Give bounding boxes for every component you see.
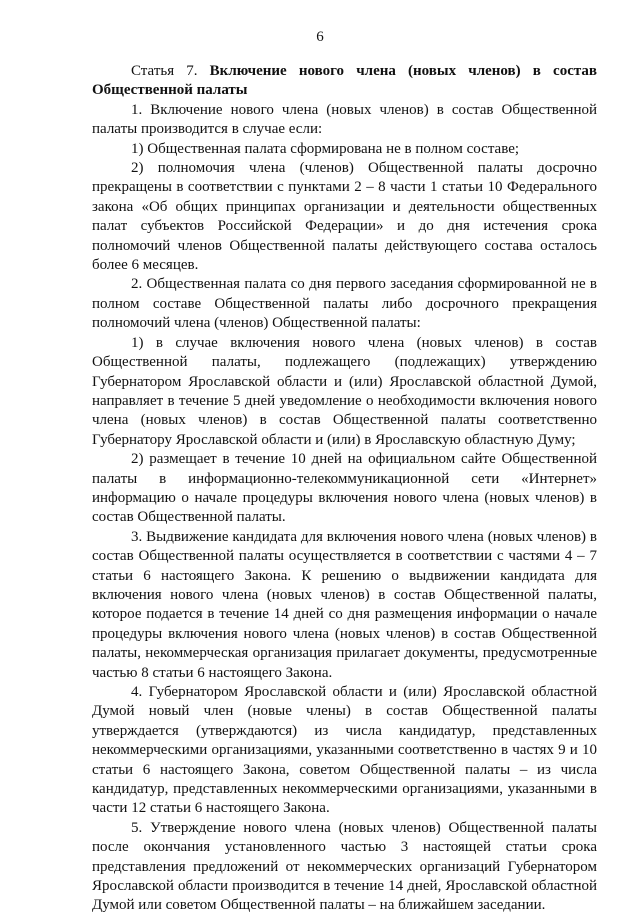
article-label: Статья 7.: [131, 63, 198, 79]
paragraph-part-3: 3. Выдвижение кандидата для включения нового члена (новых членов) в состав Общественной палаты осуществляется в соответствии с частями 4 – 7 статьи 6 настоящего Закона. К решению о выдвижении кандидата для включения нового члена (новых членов) в состав Общественной палаты, которое подается в течение 14 дней со дня размещения информации о начале процедуры включения нового члена (новых членов) в состав Общественной палаты, некоммерческая организация прилагает документы, предусмотренные частью 8 статьи 6 настоящего Закона.: [92, 528, 597, 681]
paragraph-part-4: 4. Губернатором Ярославской области и (или) Ярославской областной Думой новый член (новые члены) в состав Общественной палаты утверждается (утверждаются) из числа кандидатур, представленных некоммерческими организациями, указанными соответственно в частях 9 и 10 статьи 6 настоящего Закона, советом Общественной палаты – из числа кандидатур, представленных некоммерческими организациями, указанными в части 12 статьи 6 настоящего Закона.: [92, 684, 597, 817]
paragraph-part-1: 1. Включение нового члена (новых членов) в состав Общественной палаты производится в случае если:: [92, 101, 597, 138]
paragraph-part-1-item-2: 2) полномочия члена (членов) Общественной палаты досрочно прекращены в соответствии с пунктами 2 – 8 части 1 статьи 10 Федерального закона «Об общих принципах организации и деятельности общественных палат субъектов Российской Федерации» и до дня истечения срока полномочий членов Общественной палаты действующего состава осталось более 6 месяцев.: [92, 160, 597, 274]
paragraph-part-1-item-1: 1) Общественная палата сформирована не в полном составе;: [131, 140, 520, 157]
article-heading: [92, 62, 597, 101]
article-title: Включение нового члена (новых членов) в состав Общественной палаты: [92, 63, 597, 99]
paragraph-part-2-item-2: 2) размещает в течение 10 дней на официальном сайте Общественной палаты в информационно-телекоммуникационной сети «Интернет» информацию о начале процедуры включения нового члена (новых членов) в состав Общественной палаты.: [92, 451, 597, 526]
paragraph-part-2: 2. Общественная палата со дня первого заседания сформированной не в полном составе Общественной палаты либо досрочного прекращения полномочий члена (членов) Общественной палаты:: [92, 276, 597, 332]
paragraph-part-2-item-1: 1) в случае включения нового члена (новых членов) в состав Общественной палаты, подлежащего (подлежащих) утверждению Губернатором Ярославской области и (или) Ярославской областной Думой, направляет в течение 5 дней уведомление о необходимости включения нового члена (новых членов) в состав Общественной палаты соответственно Губернатору Ярославской области и (или) в Ярославскую областную Думу;: [92, 334, 597, 448]
paragraph-part-5: 5. Утверждение нового члена (новых членов) Общественной палаты после окончания установленного частью 3 настоящей статьи срока представления предложений от некоммерческих организаций Губернатором Ярославской области производится в течение 14 дней, Ярославской областной Думой или советом Общественной палаты – на ближайшем заседании.: [92, 819, 597, 914]
document-body: [92, 62, 597, 916]
page-number: 6: [316, 29, 324, 45]
